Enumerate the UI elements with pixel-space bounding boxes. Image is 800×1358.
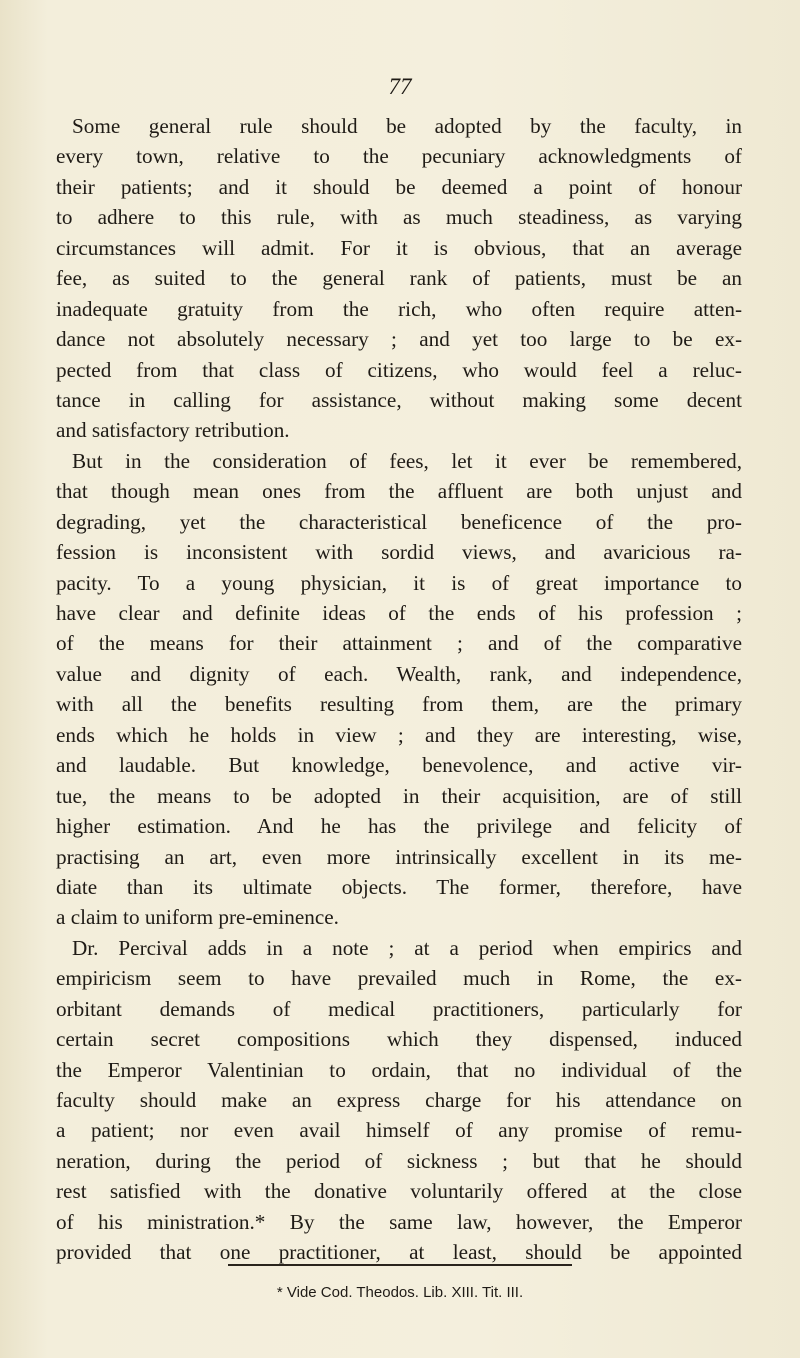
text-line: dance not absolutely necessary ; and yet too large to be ex-: [56, 327, 742, 352]
text-line: a patient; nor even avail himself of any promise of remu-: [56, 1118, 742, 1143]
text-line: of his ministration.* By the same law, however, the Emperor: [56, 1209, 742, 1234]
text-line: value and dignity of each. Wealth, rank, and independence,: [56, 661, 742, 686]
body-text: [56, 111, 742, 1268]
text-line: Dr. Percival adds in a note ; at a period when empirics and: [72, 935, 742, 960]
text-line: fee, as suited to the general rank of patients, must be an: [56, 266, 742, 291]
text-line: inadequate gratuity from the rich, who often require atten-: [56, 296, 742, 321]
text-line: fession is inconsistent with sordid views, and avaricious ra-: [56, 540, 742, 565]
text-line: every town, relative to the pecuniary acknowledgments of: [56, 144, 742, 169]
text-line: higher estimation. And he has the privilege and felicity of: [56, 814, 742, 839]
text-line: tue, the means to be adopted in their acquisition, are of still: [56, 783, 742, 808]
text-line: have clear and definite ideas of the ends of his profession ;: [56, 601, 742, 625]
text-line: diate than its ultimate objects. The former, therefore, have: [56, 874, 742, 899]
text-line: empiricism seem to have prevailed much in Rome, the ex-: [56, 966, 742, 991]
text-line: to adhere to this rule, with as much steadiness, as varying: [56, 205, 742, 230]
footnote-divider: [228, 1264, 572, 1266]
text-line: the Emperor Valentinian to ordain, that no individual of the: [56, 1057, 742, 1082]
footnote: * Vide Cod. Theodos. Lib. XIII. Tit. III.: [276, 1284, 524, 1301]
text-line: Some general rule should be adopted by the faculty, in: [72, 114, 742, 138]
text-line: degrading, yet the characteristical beneficence of the pro-: [56, 509, 742, 534]
text-line: circumstances will admit. For it is obvious, that an average: [56, 235, 742, 260]
text-line: that though mean ones from the affluent are both unjust and: [56, 479, 742, 504]
text-line: faculty should make an express charge for his attendance on: [56, 1088, 742, 1112]
text-line: and laudable. But knowledge, benevolence, and active vir-: [56, 753, 742, 778]
text-line: of the means for their attainment ; and of the comparative: [56, 631, 742, 656]
page-number: 77: [388, 74, 412, 99]
text-line: with all the benefits resulting from them, are the primary: [56, 692, 742, 717]
text-line: their patients; and it should be deemed a point of honour: [56, 174, 742, 199]
text-line: certain secret compositions which they dispensed, induced: [56, 1027, 742, 1052]
text-line: a claim to uniform pre-eminence.: [56, 905, 339, 930]
text-line: neration, during the period of sickness ; but that he should: [56, 1148, 742, 1173]
text-line: rest satisfied with the donative voluntarily offered at the close: [56, 1179, 742, 1204]
text-line: tance in calling for assistance, without making some decent: [56, 387, 742, 412]
text-line: provided that one practitioner, at least, should be appointed: [56, 1240, 742, 1265]
text-line: pected from that class of citizens, who would feel a reluc-: [56, 357, 742, 382]
text-line: and satisfactory retribution.: [56, 418, 290, 443]
text-line: But in the consideration of fees, let it ever be remembered,: [72, 448, 742, 473]
text-line: orbitant demands of medical practitioners, particularly for: [56, 996, 742, 1021]
text-line: ends which he holds in view ; and they are interesting, wise,: [56, 722, 742, 747]
text-line: practising an art, even more intrinsically excellent in its me-: [56, 844, 742, 869]
text-line: pacity. To a young physician, it is of great importance to: [56, 570, 742, 595]
